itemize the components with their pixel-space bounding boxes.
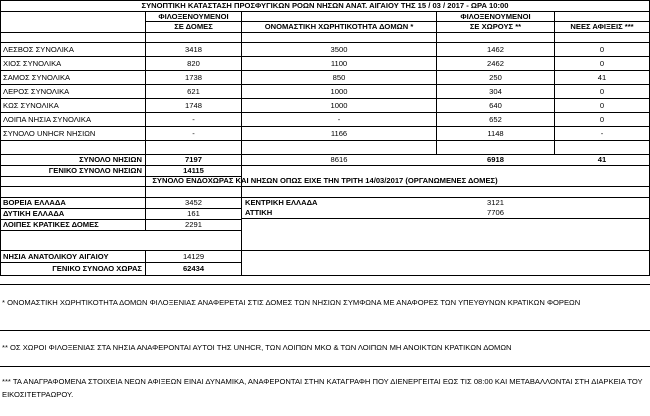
other-state-label: ΛΟΙΠΕΣ ΚΡΑΤΙΚΕΣ ΔΟΜΕΣ [3, 220, 99, 230]
cell-spaces: 304 [489, 86, 502, 96]
cell-spaces: 1148 [487, 128, 504, 138]
grid-line [241, 218, 650, 219]
header-hosted-spaces: ΦΙΛΟΞΕΝΟΥΜΕΝΟΙ [460, 12, 531, 21]
row-label: ΛΕΣΒΟΣ ΣΥΝΟΛΙΚΑ [3, 44, 74, 54]
total-label: ΣΥΝΟΛΟ ΝΗΣΙΩΝ [79, 155, 142, 165]
header-new-arrivals: ΝΕΕΣ ΑΦΙΞΕΙΣ *** [570, 22, 634, 32]
cell-spaces: 640 [489, 100, 502, 110]
cell-arrivals: 0 [599, 114, 605, 124]
cell-capacity: 3500 [330, 44, 348, 54]
cell-arrivals: 0 [599, 44, 605, 54]
cell-capacity: 1000 [330, 86, 348, 96]
cell-arrivals: - [600, 128, 604, 138]
row-label: ΣΑΜΟΣ ΣΥΝΟΛΙΚΑ [3, 72, 71, 82]
north-greece-label: ΒΟΡΕΙΑ ΕΛΛΑΔΑ [3, 198, 66, 208]
grid-line [0, 330, 650, 331]
grid-line [0, 230, 241, 231]
cell-spaces: 2462 [487, 58, 504, 68]
grid-line [0, 140, 650, 141]
grand-total-value: 14115 [183, 166, 204, 176]
report-title: ΣΥΝΟΠΤΙΚΗ ΚΑΤΑΣΤΑΣΗ ΠΡΟΣΦΥΓΙΚΩΝ ΡΟΩΝ ΝΗΣΩΝ ΑΝΑΤ. ΑΙΓΑΙΟΥ ΤΗΣ 15 / 03 / 2017 - ΩΡΑ 10:00 [141, 1, 509, 11]
cell-spaces: 652 [489, 114, 502, 124]
cell-structures: 3418 [185, 44, 202, 54]
row-label: ΣΥΝΟΛΟ UNHCR ΝΗΣΙΩΝ [3, 128, 96, 138]
cell-arrivals: 41 [597, 72, 607, 82]
central-greece-label: ΚΕΝΤΡΙΚΗ ΕΛΛΑΔΑ [245, 198, 318, 208]
country-total-label: ΓΕΝΙΚΟ ΣΥΝΟΛΟ ΧΩΡΑΣ [52, 264, 142, 274]
west-greece-label: ΔΥΤΙΚΗ ΕΛΛΑΔΑ [3, 209, 65, 219]
cell-capacity: - [337, 114, 341, 124]
cell-structures: - [192, 114, 195, 124]
west-greece-value: 161 [187, 209, 200, 219]
attica-value: 7706 [487, 208, 504, 218]
cell-arrivals: 0 [599, 100, 605, 110]
footnote-capacity: * ΟΝΟΜΑΣΤΙΚΗ ΧΩΡΗΤΙΚΟΤΗΤΑ ΔΟΜΩΝ ΦΙΛΟΞΕΝΙΑΣ ΑΝΑΦΕΡΕΤΑΙ ΣΤΙΣ ΔΟΜΕΣ ΤΩΝ ΝΗΣΙΩΝ ΣΥΜΦΩΝΑ ΜΕ ΑΝΑΦΟΡΕΣ ΤΩΝ ΥΠΕΥΘΥΝΩΝ ΚΡΑΤΙΚΩΝ ΦΟΡΕΩΝ [2, 298, 581, 307]
cell-spaces: 250 [489, 72, 502, 82]
row-label: ΛΕΡΟΣ ΣΥΝΟΛΙΚΑ [3, 86, 70, 96]
aegean-islands-value: 14129 [182, 251, 205, 261]
total-spaces: 6918 [487, 155, 504, 165]
total-structures: 7197 [185, 155, 202, 165]
cell-structures: - [192, 128, 195, 138]
cell-arrivals: 0 [599, 86, 605, 96]
cell-structures: 1748 [185, 100, 202, 110]
grid-line [0, 366, 650, 367]
row-label: ΧΙΟΣ ΣΥΝΟΛΙΚΑ [3, 58, 62, 68]
grid-line [241, 186, 242, 275]
cell-structures: 820 [187, 58, 200, 68]
header-hosted-structures: ΦΙΛΟΞΕΝΟΥΜΕΝΟΙ [158, 12, 229, 21]
grand-total-label: ΓΕΝΙΚΟ ΣΥΝΟΛΟ ΝΗΣΙΩΝ [48, 166, 142, 176]
cell-arrivals: 0 [599, 58, 605, 68]
attica-label: ΑΤΤΙΚΗ [245, 208, 273, 218]
header-hosted-spaces-sub: ΣΕ ΧΩΡΟΥΣ ** [469, 22, 522, 32]
aegean-islands-label: ΝΗΣΙΑ ΑΝΑΤΟΛΙΚΟΥ ΑΙΓΑΙΟΥ [3, 251, 109, 261]
mainland-title: ΣΥΝΟΛΟ ΕΝΔΟΧΩΡΑΣ ΚΑΙ ΝΗΣΩΝ ΟΠΩΣ ΕΙΧΕ ΤΗΝ ΤΡΙΤΗ 14/03/2017 (ΟΡΓΑΝΩΜΕΝΕΣ ΔΟΜΕΣ) [152, 176, 498, 186]
cell-capacity: 1000 [330, 100, 348, 110]
cell-structures: 1738 [185, 72, 202, 82]
row-label: ΛΟΙΠΑ ΝΗΣΙΑ ΣΥΝΟΛΙΚΑ [3, 114, 92, 124]
central-greece-value: 3121 [487, 198, 504, 208]
country-total-value: 62434 [182, 264, 205, 274]
footnote-spaces: ** ΟΣ ΧΩΡΟΙ ΦΙΛΟΞΕΝΙΑΣ ΣΤΑ ΝΗΣΙΑ ΑΝΑΦΕΡΟΝΤΑΙ ΑΥΤΟΙ ΤΗΣ UNHCR, ΤΩΝ ΛΟΙΠΩΝ ΜΚΟ & ΤΩΝ ΛΟΙΠΩΝ ΜΗ ΑΝΟΙΚΤΩΝ ΚΡΑΤΙΚΩΝ ΔΟΜΩΝ [2, 343, 512, 352]
grid-line [0, 32, 650, 33]
total-arrivals: 41 [597, 155, 607, 165]
cell-capacity: 1100 [330, 58, 348, 68]
header-nominal-capacity: ΟΝΟΜΑΣΤΙΚΗ ΧΩΡΗΤΙΚΟΤΗΤΑ ΔΟΜΩΝ * [264, 22, 414, 32]
other-state-value: 2291 [185, 220, 202, 230]
cell-capacity: 850 [332, 72, 346, 82]
cell-structures: 621 [187, 86, 200, 96]
cell-capacity: 1166 [330, 128, 348, 138]
header-hosted-structures-sub: ΣΕ ΔΟΜΕΣ [174, 22, 213, 32]
footnote-arrivals: *** ΤΑ ΑΝΑΓΡΑΦΟΜΕΝΑ ΣΤΟΙΧΕΙΑ ΝΕΩΝ ΑΦΙΞΕΩΝ ΕΙΝΑΙ ΔΥΝΑΜΙΚΑ, ΑΝΑΦΕΡΟΝΤΑΙ ΣΤΗΝ ΚΑΤΑΓΡΑΦΗ ΠΟΥ ΔΙΕΝΕΡΓΕΙΤΑΙ ΕΩΣ ΤΙΣ 08:00 ΚΑΙ ΜΕΤΑΒΑΛΛΟΝΤΑΙ ΣΤΗ ΔΙΑΡΚΕΙΑ ΤΟΥ ΕΙΚΟΣΙΤΕΤΡΑΩΡΟΥ. [2, 377, 643, 399]
grid-line [0, 284, 650, 285]
grid-line [0, 275, 650, 276]
row-label: ΚΩΣ ΣΥΝΟΛΙΚΑ [3, 100, 59, 110]
total-capacity: 8616 [330, 155, 348, 165]
north-greece-value: 3452 [185, 198, 202, 208]
cell-spaces: 1462 [487, 44, 504, 54]
grid-line [0, 186, 650, 187]
